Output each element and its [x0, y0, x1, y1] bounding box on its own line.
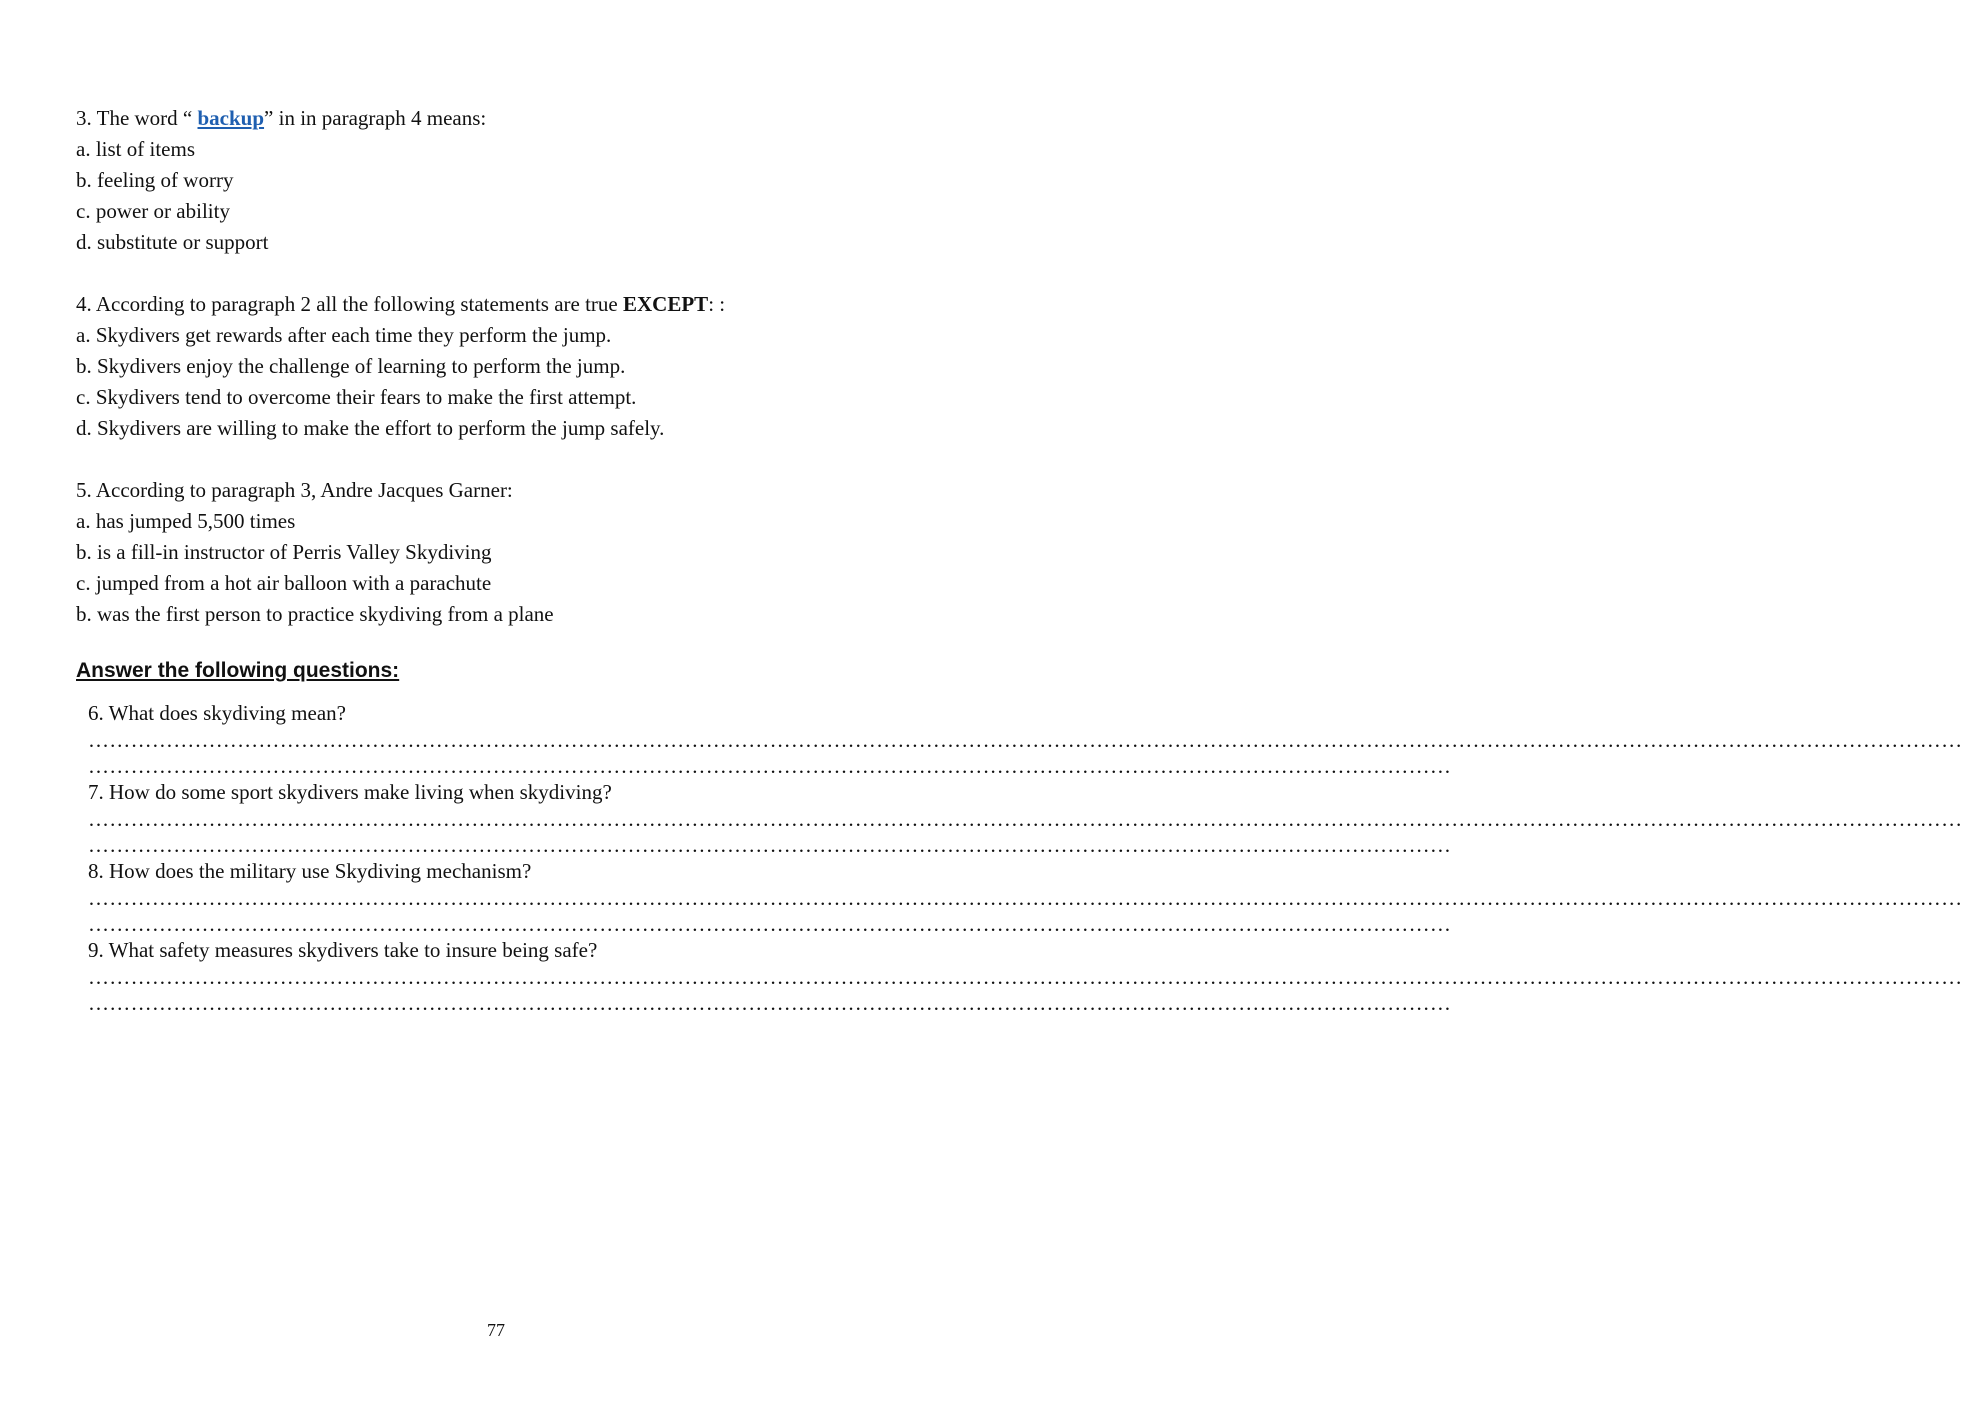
question-4-text-start: 4. According to paragraph 2 all the following statements are true: [76, 292, 623, 316]
question-4-option-d: d. Skydivers are willing to make the effort to perform the jump safely.: [76, 416, 665, 440]
page-number: 77: [487, 1320, 505, 1340]
answer-line[interactable]: …………………………………………………………………………………………………………………………………………………………………………: [88, 833, 1452, 857]
question-5-stem: 5. According to paragraph 3, Andre Jacques Garner:: [76, 478, 513, 502]
question-4-option-c: c. Skydivers tend to overcome their fears to make the first attempt.: [76, 385, 637, 409]
answer-line[interactable]: …………………………………………………………………………………………………………………………………………………………………………………………………………………………………………: [88, 807, 1962, 831]
question-4-text-end: : :: [708, 292, 726, 316]
question-5-option-b: b. is a fill-in instructor of Perris Valley Skydiving: [76, 540, 492, 564]
open-question-8: 8. How does the military use Skydiving mechanism?: [88, 859, 532, 883]
answer-line[interactable]: …………………………………………………………………………………………………………………………………………………………………………………………………………………………………………: [88, 886, 1962, 910]
question-3-option-c: c. power or ability: [76, 199, 230, 223]
question-4-option-a: a. Skydivers get rewards after each time they perform the jump.: [76, 323, 612, 347]
spacer: [76, 444, 936, 475]
question-3-stem: [76, 103, 936, 134]
question-3-option-d: d. substitute or support: [76, 230, 269, 254]
answer-line[interactable]: …………………………………………………………………………………………………………………………………………………………………………: [88, 754, 1452, 778]
question-5-option-a: a. has jumped 5,500 times: [76, 509, 296, 533]
question-3-option-a: a. list of items: [76, 137, 195, 161]
question-3-text-start: 3. The word “: [76, 106, 198, 130]
open-question-9: 9. What safety measures skydivers take to insure being safe?: [88, 938, 598, 962]
question-5-option-c: c. jumped from a hot air balloon with a parachute: [76, 571, 492, 595]
answer-line[interactable]: …………………………………………………………………………………………………………………………………………………………………………………………………………………………………………: [88, 728, 1962, 752]
open-questions-section: [88, 700, 1962, 1016]
answer-line[interactable]: …………………………………………………………………………………………………………………………………………………………………………: [88, 991, 1452, 1015]
spacer: [76, 258, 936, 289]
keyword-link-backup[interactable]: backup: [197, 106, 265, 130]
except-emphasis: EXCEPT: [623, 292, 709, 316]
open-question-6: 6. What does skydiving mean?: [88, 701, 346, 725]
answer-line[interactable]: …………………………………………………………………………………………………………………………………………………………………………: [88, 912, 1452, 936]
question-3-text-end: ” in in paragraph 4 means:: [264, 106, 487, 130]
question-5-option-d: b. was the first person to practice skydiving from a plane: [76, 602, 554, 626]
section-heading: Answer the following questions:: [76, 659, 400, 682]
open-question-7: 7. How do some sport skydivers make living when skydiving?: [88, 780, 612, 804]
question-4-stem: [76, 289, 936, 320]
question-3-option-b: b. feeling of worry: [76, 168, 234, 192]
question-4-option-b: b. Skydivers enjoy the challenge of learning to perform the jump.: [76, 354, 626, 378]
answer-line[interactable]: …………………………………………………………………………………………………………………………………………………………………………………………………………………………………………: [88, 965, 1962, 989]
multiple-choice-section: [76, 103, 936, 630]
